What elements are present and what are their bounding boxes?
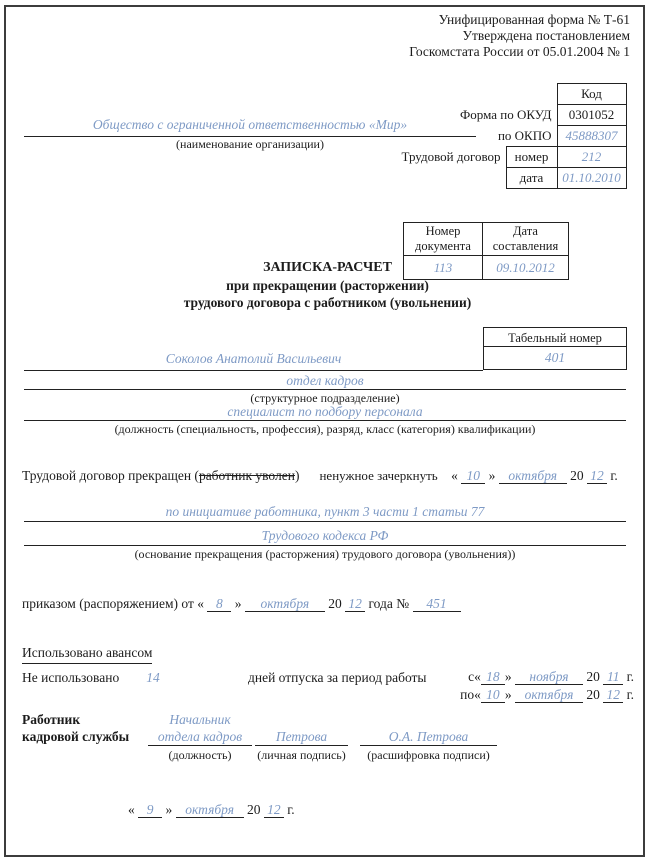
footer-year-field: 12	[264, 802, 284, 818]
advance-used-label: Использовано авансом	[22, 645, 152, 664]
okpo-label: по ОКПО	[497, 127, 552, 143]
period-to-line	[460, 687, 634, 702]
signature-block	[22, 712, 628, 768]
approval-line: Утверждена постановлением	[462, 28, 630, 43]
to-day-field: 10	[481, 687, 505, 703]
advance-used-block	[22, 645, 152, 664]
basis-line-2: Трудового кодекса РФ	[261, 528, 389, 543]
organization-caption: (наименование организации)	[176, 137, 324, 151]
table-row	[404, 223, 569, 256]
from-prefix: с	[468, 669, 475, 684]
table-row	[320, 168, 626, 189]
order-row	[22, 596, 461, 612]
personnel-number-value: 401	[483, 347, 627, 370]
signer-position-column	[148, 712, 252, 763]
century-text: 20	[247, 802, 261, 817]
basis-line-1-block	[24, 503, 626, 522]
signature-name-column	[360, 712, 497, 763]
signer-position-line-1: Начальник	[169, 712, 231, 727]
personal-signature-value: Петрова	[255, 728, 348, 746]
quote-close: »	[504, 669, 512, 684]
okpo-value: 45888307	[557, 126, 626, 147]
employee-name-line	[24, 349, 483, 371]
unused-period-label: дней отпуска за период работы	[248, 670, 427, 685]
table-row	[320, 84, 626, 105]
footer-date	[128, 802, 295, 818]
order-text-middle: года №	[368, 596, 410, 611]
empty-cell	[320, 168, 506, 189]
order-month-field: октября	[245, 596, 325, 612]
century-text: 20	[586, 687, 600, 702]
doc-number-header: Номер документа	[404, 223, 483, 256]
quote-close: »	[165, 802, 173, 817]
doc-number-value: 113	[404, 256, 483, 280]
from-year-field: 11	[603, 669, 623, 685]
century-text: 20	[586, 669, 600, 684]
footer-day-field: 9	[138, 802, 162, 818]
personnel-number-header: Табельный номер	[483, 327, 627, 347]
form-approval-note	[409, 12, 630, 60]
footer-month-field: октября	[176, 802, 244, 818]
quote-close: »	[234, 596, 242, 611]
employee-full-name: Соколов Анатолий Васильевич	[165, 351, 342, 366]
termination-day-field: 10	[461, 468, 485, 484]
form-name-line: Унифицированная форма № Т-61	[438, 12, 630, 27]
title-line-1: ЗАПИСКА-РАСЧЕТ	[263, 260, 392, 275]
to-month-field: октября	[515, 687, 583, 703]
order-text-before: приказом (распоряжением) от	[22, 596, 194, 611]
contract-number-label: номер	[506, 147, 557, 168]
century-text: 20	[570, 468, 584, 483]
decree-line: Госкомстата России от 05.01.2004 № 1	[409, 44, 630, 59]
okud-label: Форма по ОКУД	[460, 107, 552, 122]
quote-open: «	[474, 687, 481, 702]
order-year-field: 12	[345, 596, 365, 612]
position-block	[24, 404, 626, 437]
basis-caption: (основание прекращения (расторжения) трудового договора (увольнения))	[134, 547, 516, 561]
order-number-field: 451	[413, 596, 461, 612]
unused-label: Не использовано	[22, 670, 120, 685]
year-suffix: г.	[626, 687, 634, 702]
signature-name-value: О.А. Петрова	[360, 728, 497, 746]
department-caption: (структурное подразделение)	[250, 391, 400, 405]
page-title	[5, 259, 650, 312]
year-suffix: г.	[287, 802, 295, 817]
personnel-number-box	[483, 327, 627, 370]
title-line-3: трудового договора с работником (увольнении)	[183, 295, 472, 310]
signature-column-caption: (личная подпись)	[257, 748, 346, 762]
doc-date-value: 09.10.2012	[483, 256, 569, 280]
cross-out-note: ненужное зачеркнуть	[319, 468, 438, 483]
signer-role-line-1: Работник	[22, 712, 81, 727]
signature-spacer	[360, 712, 497, 728]
termination-year-field: 12	[587, 468, 607, 484]
quote-close: »	[504, 687, 512, 702]
position-column-caption: (должность)	[168, 748, 232, 762]
order-day-field: 8	[207, 596, 231, 612]
department-value: отдел кадров	[286, 373, 364, 388]
year-suffix: г.	[626, 669, 634, 684]
year-suffix: г.	[610, 468, 618, 483]
position-caption: (должность (специальность, профессия), разряд, класс (категория) квалификации)	[114, 422, 536, 436]
termination-struck-text: работник уволен	[198, 468, 295, 483]
position-value: специалист по подбору персонала	[227, 404, 423, 419]
quote-open: «	[128, 802, 135, 817]
to-prefix: по	[460, 687, 475, 702]
period-from-line	[468, 669, 634, 684]
termination-month-field: октября	[499, 468, 567, 484]
contract-date-label: дата	[506, 168, 557, 189]
empty-cell	[320, 84, 557, 105]
basis-line-2-block	[24, 527, 626, 562]
unused-vacation-block	[22, 670, 634, 710]
quote-open: «	[474, 669, 481, 684]
name-column-caption: (расшифровка подписи)	[367, 748, 490, 762]
department-block	[24, 373, 626, 406]
termination-row	[22, 468, 634, 484]
termination-text-before: Трудовой договор прекращен (	[22, 468, 199, 483]
basis-line-1: по инициативе работника, пункт 3 части 1 статьи 77	[165, 504, 485, 519]
doc-date-header: Дата составления	[483, 223, 569, 256]
signer-role-line-2: кадровой службы	[22, 728, 130, 744]
code-header-cell: Код	[557, 84, 626, 105]
quote-open: «	[451, 468, 458, 483]
contract-label: Трудовой договор	[401, 149, 501, 164]
to-year-field: 12	[603, 687, 623, 703]
contract-number-value: 212	[557, 147, 626, 168]
personal-signature-column	[255, 712, 348, 763]
okud-value: 0301052	[557, 105, 626, 126]
unused-days-value: 14	[146, 670, 160, 685]
from-month-field: ноября	[515, 669, 583, 685]
signer-position-line-2: отдела кадров	[148, 728, 252, 746]
quote-close: »	[488, 468, 496, 483]
quote-open: «	[197, 596, 204, 611]
title-line-2: при прекращении (расторжении)	[226, 277, 429, 293]
termination-text-after: )	[294, 468, 300, 483]
vacation-period-dates	[460, 668, 634, 704]
century-text: 20	[328, 596, 342, 611]
organization-block	[24, 114, 476, 152]
signature-spacer	[255, 712, 348, 728]
contract-date-value: 01.10.2010	[557, 168, 626, 189]
from-day-field: 18	[481, 669, 505, 685]
organization-name: Общество с ограниченной ответственностью «Мир»	[24, 114, 476, 137]
signer-role	[22, 712, 129, 745]
